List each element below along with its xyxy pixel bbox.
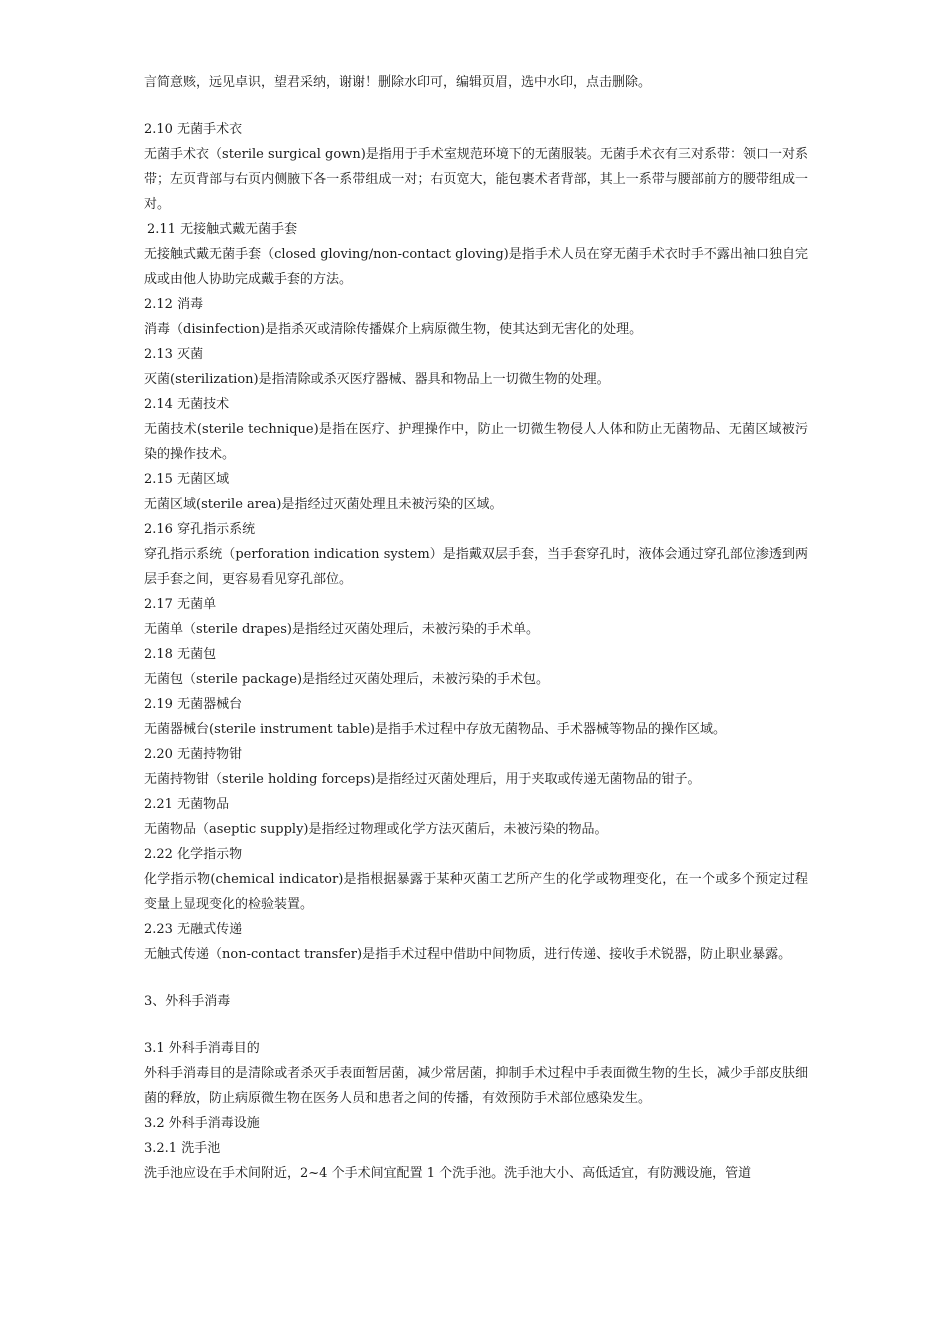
spacer bbox=[144, 967, 808, 989]
section-body: 外科手消毒目的是清除或者杀灭手表面暂居菌，减少常居菌，抑制手术过程中手表面微生物的生长，减少手部皮肤细菌的释放，防止病原微生物在医务人员和患者之间的传播，有效预防手术部位感染发生。 bbox=[144, 1066, 808, 1106]
section-body: 无菌手术衣（sterile surgical gown)是指用于手术室规范环境下的无菌服装。无菌手术衣有三对系带：领口一对系带；左页背部与右页内侧腋下各一系带组成一对；右页宽大，能包裹术者背部，其上一系带与腰部前方的腰带组成一对。 bbox=[144, 147, 808, 212]
section-heading: 3.2 外科手消毒设施 bbox=[144, 1116, 260, 1131]
subsection-heading: 3.2.1 洗手池 bbox=[144, 1141, 221, 1156]
document-page bbox=[144, 70, 808, 1186]
definitions-list bbox=[144, 117, 808, 967]
section-heading: 3.1 外科手消毒目的 bbox=[144, 1041, 260, 1056]
section-body: 消毒（disinfection)是指杀灭或清除传播媒介上病原微生物，使其达到无害化的处理。 bbox=[144, 322, 643, 337]
section-body: 无触式传递（non-contact transfer)是指手术过程中借助中间物质，进行传递、接收手术锐器，防止职业暴露。 bbox=[144, 947, 792, 962]
section-heading: 2.20 无菌持物钳 bbox=[144, 747, 243, 762]
section-body: 洗手池应设在手术间附近，2~4 个手术间宜配置 1 个洗手池。洗手池大小、高低适宜，有防溅设施，管道 bbox=[144, 1166, 752, 1181]
spacer bbox=[144, 95, 808, 117]
section-body: 无菌持物钳（sterile holding forceps)是指经过灭菌处理后，用于夹取或传递无菌物品的钳子。 bbox=[144, 772, 701, 787]
section-heading: 2.16 穿孔指示系统 bbox=[144, 522, 256, 537]
section-heading: 2.12 消毒 bbox=[144, 297, 204, 312]
section-body: 无菌单（sterile drapes)是指经过灭菌处理后，未被污染的手术单。 bbox=[144, 622, 539, 637]
section-body: 无菌区域(sterile area)是指经过灭菌处理且未被污染的区域。 bbox=[144, 497, 503, 512]
section-heading: 2.23 无融式传递 bbox=[144, 922, 243, 937]
section-heading: 2.11 无接触式戴无菌手套 bbox=[147, 222, 298, 237]
section-heading: 2.22 化学指示物 bbox=[144, 847, 243, 862]
section-body: 灭菌(sterilization)是指清除或杀灭医疗器械、器具和物品上一切微生物的处理。 bbox=[144, 372, 610, 387]
section-heading: 2.15 无菌区域 bbox=[144, 472, 230, 487]
watermark-notice: 言简意赅，远见卓识，望君采纳，谢谢！删除水印可，编辑页眉，选中水印，点击删除。 bbox=[144, 75, 652, 90]
section-body: 无菌技术(sterile technique)是指在医疗、护理操作中，防止一切微生物侵人人体和防止无菌物品、无菌区域被污染的操作技术。 bbox=[144, 422, 808, 462]
section-heading: 2.18 无菌包 bbox=[144, 647, 217, 662]
section-body: 无菌器械台(sterile instrument table)是指手术过程中存放无菌物品、手术器械等物品的操作区域。 bbox=[144, 722, 726, 737]
section-heading: 2.14 无菌技术 bbox=[144, 397, 230, 412]
chapter-title: 3、外科手消毒 bbox=[144, 994, 231, 1009]
section-body: 化学指示物(chemical indicator)是指根据暴露于某种灭菌工艺所产生的化学或物理变化，在一个或多个预定过程变量上显现变化的检验装置。 bbox=[144, 872, 808, 912]
section-heading: 2.13 灭菌 bbox=[144, 347, 204, 362]
section-body: 穿孔指示系统（perforation indication system）是指戴双层手套，当手套穿孔时，液体会通过穿孔部位渗透到两层手套之间，更容易看见穿孔部位。 bbox=[144, 547, 808, 587]
section-heading: 2.17 无菌单 bbox=[144, 597, 217, 612]
section-body: 无菌包（sterile package)是指经过灭菌处理后，未被污染的手术包。 bbox=[144, 672, 550, 687]
section-body: 无菌物品（aseptic supply)是指经过物理或化学方法灭菌后，未被污染的物品。 bbox=[144, 822, 608, 837]
section-body: 无接触式戴无菌手套（closed gloving/non-contact gloving)是指手术人员在穿无菌手术衣时手不露出袖口独自完成或由他人协助完成戴手套的方法。 bbox=[144, 247, 808, 287]
spacer bbox=[144, 1014, 808, 1036]
section-heading: 2.10 无菌手术衣 bbox=[144, 122, 243, 137]
section-heading: 2.21 无菌物品 bbox=[144, 797, 230, 812]
section-heading: 2.19 无菌器械台 bbox=[144, 697, 243, 712]
